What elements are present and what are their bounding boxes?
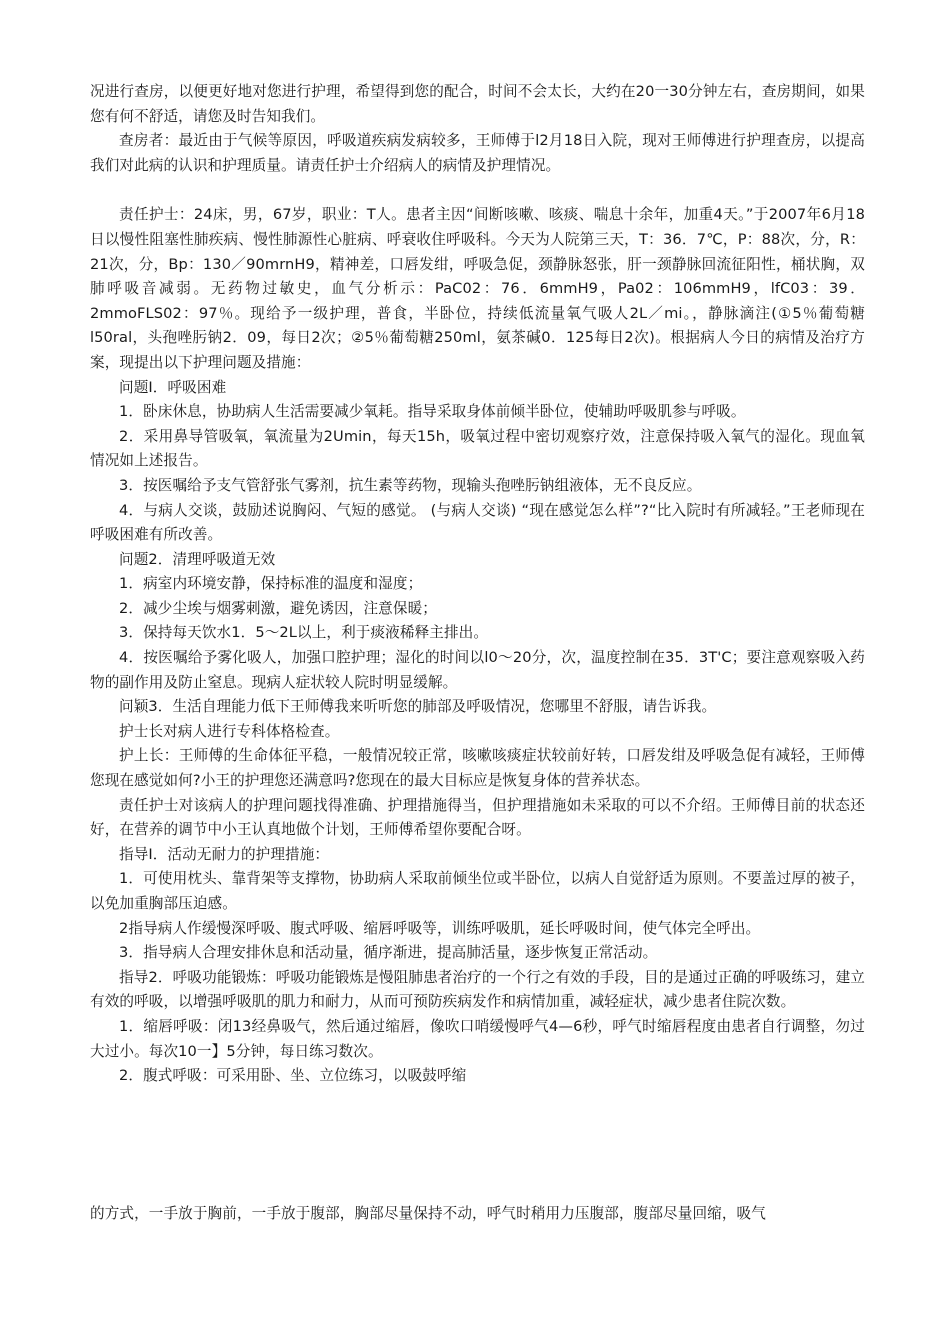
paragraph: 责任护士对该病人的护理问题找得准确、护理措施得当，但护理措施如未采取的可以不介绍。王师傅目前的状态还好，在营养的调节中小王认真地做个计划，王师傅希望你要配合呀。 <box>90 796 865 839</box>
list-item: 4．按医嘱给予雾化吸人，加强口腔护理；湿化的时间以l0～20分，次，温度控制在35．3T'C；要注意观察吸入药物的副作用及防止窒息。现病人症状较人院时明显缓解。 <box>90 649 865 691</box>
list-item: 1．可使用枕头、靠背架等支撑物，协助病人采取前倾坐位或半卧位，以病人自觉舒适为原则。不要盖过厚的被子，以免加重胸部压迫感。 <box>90 870 865 912</box>
list-item: 1．卧床休息，协助病人生活需要减少氧耗。指导采取身体前倾半卧位，使辅助呼吸肌参与呼吸。 <box>119 403 746 421</box>
blank-line <box>90 178 865 203</box>
list-item: 2．采用鼻导管吸氧，氧流量为2Umin，每天15h，吸氧过程中密切观察疗效，注意保持吸入氧气的湿化。现血氧情况如上述报告。 <box>90 427 865 470</box>
paragraph: 护上长：王师傅的生命体征平稳，一般情况较正常，咳嗽咳痰症状较前好转，口唇发绀及呼吸急促有减轻，王师傅您现在感觉如何?小王的护理您还满意吗?您现在的最大目标应是恢复身体的营养状态。 <box>90 747 865 790</box>
list-item: 3．保持每天饮水1．5～2L以上，利于痰液稀释主排出。 <box>119 624 489 642</box>
paragraph-continuation: 的方式，一手放于胸前，一手放于腹部，胸部尽量保持不动，呼气时稍用力压腹部，腹部尽量回缩，吸气 <box>90 1205 766 1222</box>
section-heading: 问题I．呼吸困难 <box>119 378 227 396</box>
paragraph: 查房者：最近由于气候等原因，呼吸道疾病发病较多，王师傅于l2月18日入院，现对王师傅进行护理查房，以提高我们对此病的认识和护理质量。请责任护士介绍病人的病情及护理情况。 <box>90 132 865 174</box>
section-heading: 问题2．清理呼吸道无效 <box>119 550 276 568</box>
list-item: 3．指导病人合理安排休息和活动量，循序渐进，提高肺活量，逐步恢复正常活动。 <box>119 944 658 962</box>
list-item: 1．缩唇呼吸：闭13经鼻吸气，然后通过缩唇，像吹口哨缓慢呼气4—6秒，呼气时缩唇程度由患者自行调整，勿过大过小。每次10一】5分钟，每日练习数次。 <box>90 1017 865 1060</box>
list-item: 2指导病人作缓慢深呼吸、腹式呼吸、缩唇呼吸等，训练呼吸肌，延长呼吸时间，使气体完全呼出。 <box>119 919 761 937</box>
paragraph: 责任护士：24床，男，67岁，职业：T人。患者主因“间断咳嗽、咳痰、喘息十余年，加重4天。”于2007年6月18日以慢性阻塞性肺疾病、慢性肺源性心脏病、呼衰收住呼吸科。今天为人院第三天，T：36．7℃，P：88次，分，R：21次，分，Bp：130／90mrnH9，精神差，口唇发绀，呼吸急促，颈静脉怒张，肝一颈静脉回流征阳性，桶状胸，双肺呼吸音减弱。无药物过敏史，血气分析示：PaC02：76．6mmH9，Pa02：106mmH9，lfC03：39．2mmoFLS02：97％。现给予一级护理，普食，半卧位，持续低流量氧气吸人2L／mi。，静脉滴注(①5％葡萄糖l50ral，头孢唑肟钠2．09，每日2次；②5％葡萄糖250ml，氨茶碱0．125每日2次)。根据病人今日的病情及治疗方案，现提出以下护理问题及措施： <box>90 206 865 371</box>
list-item: 1．病室内环境安静，保持标准的温度和湿度； <box>119 575 423 593</box>
list-item: 2．减少尘埃与烟雾刺激，避免诱因，注意保暖； <box>119 599 437 617</box>
list-item: 3．按医嘱给予支气管舒张气雾剂，抗生素等药物，现输头孢唑肟钠组液体，无不良反应。 <box>119 476 702 494</box>
list-item: 4．与病人交谈，鼓励述说胸闷、气短的感觉。 (与病人交谈) “现在感觉怎么样”?“比入院时有所减轻。”王老师现在呼吸困难有所改善。 <box>90 501 865 544</box>
paragraph: 问颖3．生活自理能力低下王师傅我来听听您的肺部及呼吸情况，您哪里不舒服，请告诉我。 <box>119 698 717 716</box>
section-heading: 指导I．活动无耐力的护理措施： <box>119 845 330 863</box>
paragraph: 指导2．呼吸功能锻炼：呼吸功能锻炼是慢阻肺患者治疗的一个行之有效的手段，目的是通过正确的呼吸练习，建立有效的呼吸，以增强呼吸肌的肌力和耐力，从而可预防疾病发作和病情加重，减轻症状，减少患者住院次数。 <box>90 968 865 1011</box>
paragraph: 况进行查房，以便更好地对您进行护理，希望得到您的配合，时间不会太长，大约在20一30分钟左右，查房期间，如果您有何不舒适，请您及时告知我们。 <box>90 83 865 125</box>
paragraph: 护士长对病人进行专科体格检查。 <box>119 722 340 740</box>
list-item: 2．腹式呼吸：可采用卧、坐、立位练习，以吸鼓呼缩 <box>119 1067 467 1085</box>
document-body <box>90 80 865 1089</box>
